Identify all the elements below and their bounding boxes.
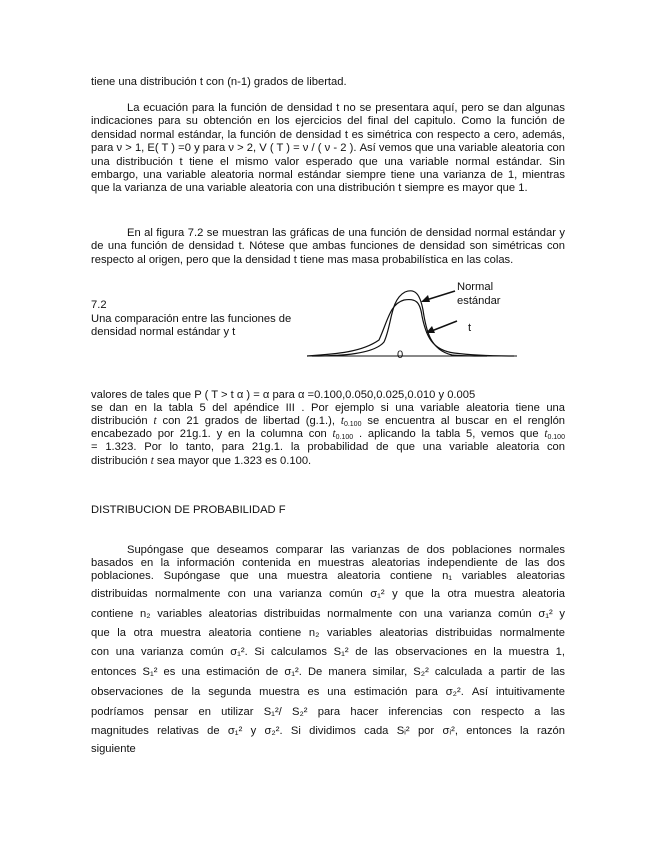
text-line: distribución t sea mayor que 1.323 es 0.100. <box>91 455 312 467</box>
t-subscript: 0.100 <box>335 434 354 441</box>
density-curves-svg <box>302 280 522 370</box>
label-t: t <box>468 322 472 334</box>
text-line: podríamos pensar en utilizar S₁²/ S₂² para hacer inferencias con respecto a las <box>91 706 565 718</box>
text-fragment: se encuentra al buscar en el renglón <box>367 415 566 427</box>
text-line: distribuidas normalmente con una varianza común σ₁² y que la otra muestra aleatoria <box>91 588 565 600</box>
label-standard: estándar <box>457 295 501 307</box>
t-subscript: 0.100 <box>547 434 565 441</box>
t-subscript: 0.100 <box>343 421 362 428</box>
text-fragment: distribución <box>91 455 148 467</box>
figure-caption: Una comparación entre las funciones de densidad normal estándar y t <box>91 313 292 339</box>
text-line: poblaciones. Supóngase que una muestra aleatoria contiene n₁ variables aleatorias <box>91 570 565 582</box>
label-zero: 0 <box>397 349 404 361</box>
text-line: = 1.323. Por lo tanto, para 21g.1. la probabilidad de que una variable aleatoria con <box>91 441 565 453</box>
text-line: Supóngase que deseamos comparar las varianzas de dos poblaciones normales <box>127 544 565 556</box>
text-line: se dan en la tabla 5 del apéndice III . Por ejemplo si una variable aleatoria tiene una <box>91 402 565 414</box>
text-fragment: sea mayor que 1.323 es 0.100. <box>156 455 312 467</box>
text-line: observaciones de la segunda muestra es una estimación para σ₂². Así intuitivamente <box>91 686 565 698</box>
text-fragment: encabezado por 21g.1. y en la columna con <box>91 428 327 440</box>
text-line: distribución t con 21 grados de libertad (g.1.), $t_{0.100}$ se encuentra al buscar en el renglón <box>91 415 566 428</box>
section-heading: DISTRIBUCION DE PROBABILIDAD F <box>91 504 286 516</box>
paragraph-figure-intro: En al figura 7.2 se muestran las gráficas de una función de densidad normal estándar y de una función de densidad t. Nótese que ambas funciones de densidad son simétricas con respecto al origen, pero que la densidad t tiene mas masa probabilística en las colas. <box>91 227 565 266</box>
text-line: basados en la información contenida en muestras aleatorias independiente de las dos <box>91 557 565 569</box>
text-line: entonces S₁² es una estimación de σ₁². De manera similar, S₂² calculada a partir de las <box>91 666 565 678</box>
text-line: encabezado por 21g.1. y en la columna con $t_{0.100}$ . aplicando la tabla 5, vemos que $t_{0.100}$ <box>91 428 565 441</box>
text-line: magnitudes relativas de σ₁² y σ₂². Si dividimos cada Sᵢ² por σᵢ², entonces la razón <box>91 725 565 737</box>
text-line: siguiente <box>91 743 136 755</box>
text-fragment: . aplicando la tabla 5, vemos que <box>358 428 539 440</box>
text-fragment: con 21 grados de libertad (g.1.), <box>162 415 335 427</box>
label-normal: Normal <box>457 281 494 293</box>
text-line: valores de tales que P ( T > t α ) = α para α =0.100,0.050,0.025,0.010 y 0.005 <box>91 389 476 401</box>
figure-number: 7.2 <box>91 299 107 311</box>
text-line-intro: tiene una distribución t con (n-1) grados de libertad. <box>91 76 347 88</box>
paragraph-t-density: La ecuación para la función de densidad t no se presentara aquí, pero se dan algunas indicaciones para su obtención en los ejercicios del final del capitulo. Como la función de densidad normal estándar, la función de densidad t es simétrica con respecto a cero, además, para ν > 1, E( T ) =0 y para ν > 2, V ( T ) = ν / ( ν - 2 ). Así vemos que una variable aleatoria con una distribución t tiene el mismo valor esperado que una variable normal estándar. Sin embargo, una variable aleatoria normal estándar siempre tiene una varianza de 1, mientras que la varianza de una variable aleatoria con una distribución t siempre es mayor que 1. <box>91 102 565 195</box>
text-line: que la otra muestra aleatoria contiene n₂ variables aleatorias distribuidas normalmente <box>91 627 565 639</box>
text-fragment: distribución <box>91 415 148 427</box>
text-line: con una varianza común σ₁². Si calculamos S₁² de las observaciones en la muestra 1, <box>91 646 565 658</box>
density-comparison-figure <box>302 280 522 373</box>
t-curve <box>307 300 514 356</box>
text-line: contiene n₂ variables aleatorias distribuidas normalmente con una varianza común σ₁² y <box>91 608 565 620</box>
arrow-normal-head <box>421 295 430 302</box>
